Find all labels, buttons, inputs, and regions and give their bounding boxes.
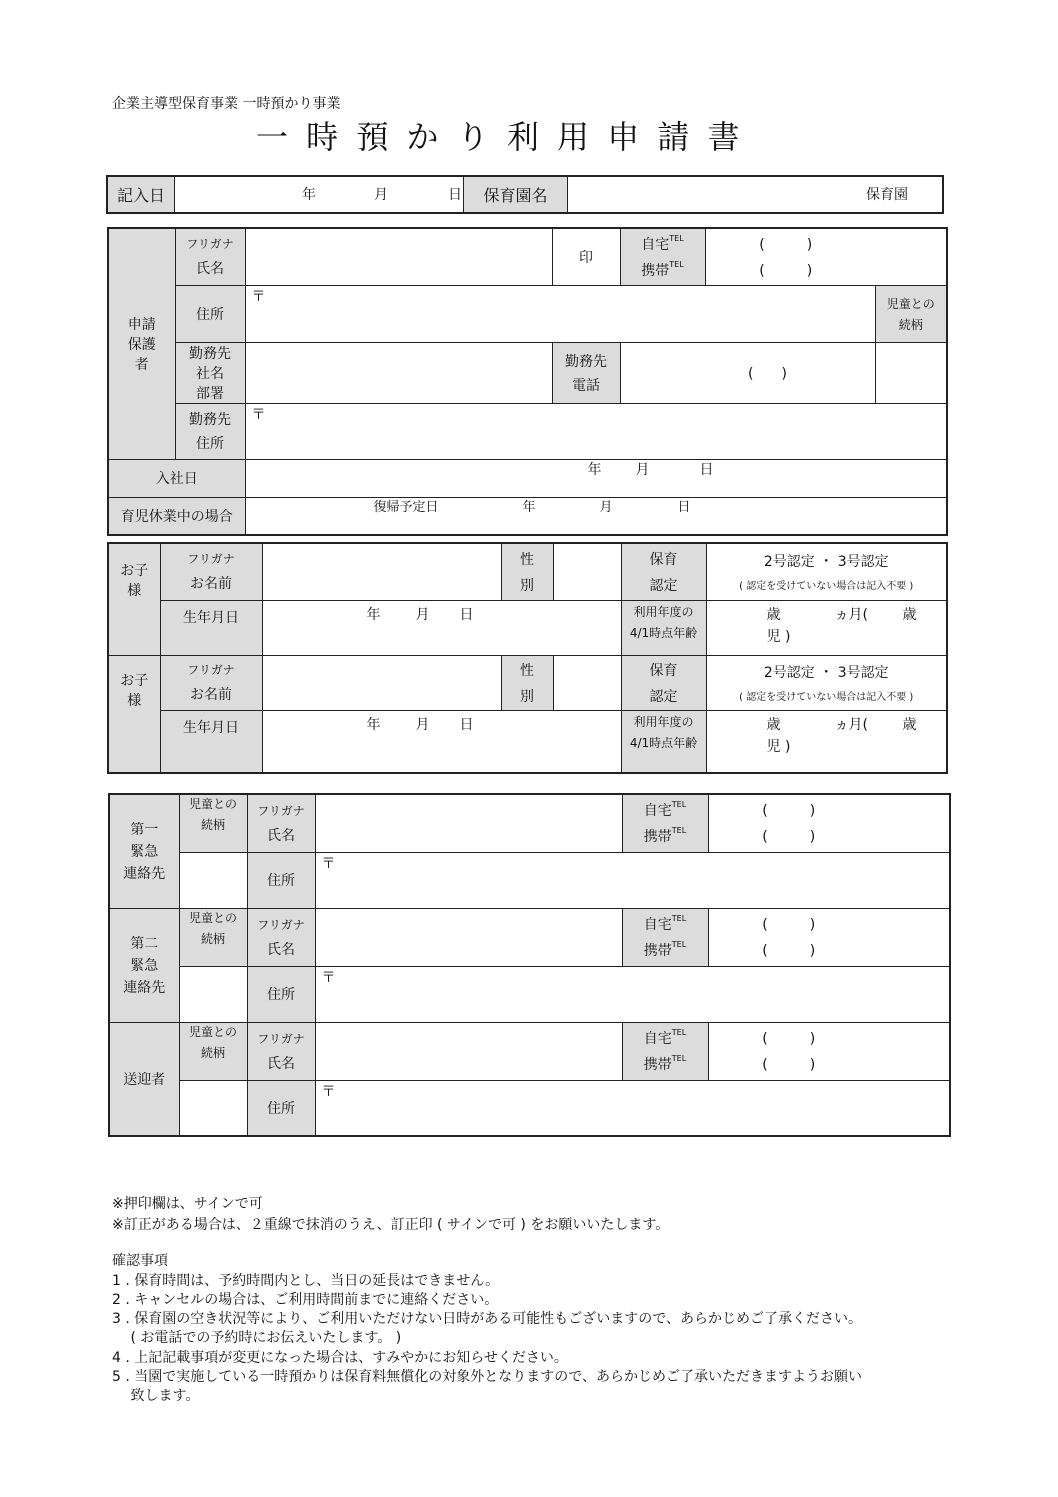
guardian-name-field[interactable] xyxy=(245,228,552,285)
child-1-age-label: 利用年度の 4/1時点年齢 xyxy=(621,600,706,655)
workplace-field[interactable] xyxy=(245,342,552,403)
guardian-address-label: 住所 xyxy=(175,285,245,342)
work-phone-label: 勤務先 電話 xyxy=(552,342,620,403)
confirm-item: ( お電話での予約時にお伝えいたします。 ) xyxy=(112,1330,402,1346)
day-label: 日 xyxy=(448,187,462,203)
pickup-relation-field[interactable] xyxy=(179,1080,247,1136)
contact-2-name-label: フリガナ 氏名 xyxy=(247,908,315,966)
contact-1-address-label: 住所 xyxy=(247,852,315,908)
contact-1-tel-label: 自宅$^{TEL}$ 携帯$^{TEL}$ xyxy=(622,794,708,852)
nursery-suffix: 保育園 xyxy=(866,187,908,203)
pickup-tel-label: 自宅$^{TEL}$ 携帯$^{TEL}$ xyxy=(622,1022,708,1080)
join-date-label: 入社日 xyxy=(108,459,245,497)
child-2-cert-label: 保育 認定 xyxy=(621,655,706,710)
work-address-label: 勤務先 住所 xyxy=(175,403,245,459)
confirm-item: 1 . 保育時間は、予約時間内とし、当日の延長はできません。 xyxy=(112,1273,500,1289)
contact-1-name-label: フリガナ 氏名 xyxy=(247,794,315,852)
child-2-sex-field[interactable] xyxy=(553,655,621,710)
child-2-name-label: フリガナ お名前 xyxy=(160,655,262,710)
join-date-field[interactable]: 年 月 日 xyxy=(245,459,947,497)
contact-2-tel-field[interactable]: ( ) ( ) xyxy=(708,908,950,966)
guardian-tel-label: 自宅$^{TEL}$ 携帯$^{TEL}$ xyxy=(620,228,705,285)
contact-1-tel-field[interactable]: ( ) ( ) xyxy=(708,794,950,852)
leave-label: 育児休業中の場合 xyxy=(108,497,245,535)
confirm-title: 確認事項 xyxy=(112,1253,168,1269)
children-table xyxy=(107,542,948,774)
contact-2-relation-field[interactable] xyxy=(179,966,247,1022)
leave-field[interactable]: 復帰予定日 年 月 日 xyxy=(245,497,947,535)
pickup-address-field[interactable]: 〒 xyxy=(315,1080,950,1136)
program-name: 企業主導型保育事業 一時預かり事業 xyxy=(112,96,341,112)
child-2-birth-field[interactable]: 年 月 日 xyxy=(262,710,621,773)
contacts-table xyxy=(108,793,951,1137)
child-1-age-field[interactable]: 歳 ヵ月( 歳 児 ) xyxy=(706,600,947,655)
pickup-person-label: 送迎者 xyxy=(109,1022,179,1136)
contact-1-relation-label: 児童との 続柄 xyxy=(179,794,247,852)
confirm-item: 3 . 保育園の空き状況等により、ご利用いただけない日時がある可能性もございますので、あらかじめご了承ください。 xyxy=(112,1311,862,1327)
child-2-name-field[interactable] xyxy=(262,655,501,710)
child-2-label: お子 様 xyxy=(108,655,160,773)
pickup-name-label: フリガナ 氏名 xyxy=(247,1022,315,1080)
note-seal: ※押印欄は、サインで可 xyxy=(112,1196,263,1212)
contact-1-label: 第一 緊急 連絡先 xyxy=(109,794,179,908)
entry-row xyxy=(106,175,944,214)
contact-1-relation-field[interactable] xyxy=(179,852,247,908)
child-2-birth-label: 生年月日 xyxy=(160,710,262,773)
guardian-name-label: フリガナ 氏名 xyxy=(175,228,245,285)
contact-2-tel-label: 自宅$^{TEL}$ 携帯$^{TEL}$ xyxy=(622,908,708,966)
contact-2-address-label: 住所 xyxy=(247,966,315,1022)
nursery-label: 保育園名 xyxy=(463,177,568,212)
child-2-age-field[interactable]: 歳 ヵ月( 歳 児 ) xyxy=(706,710,947,773)
guardian-tel-field[interactable]: ( ) ( ) xyxy=(705,228,947,285)
child-2-sex-label: 性 別 xyxy=(501,655,553,710)
relation-label: 児童との 続柄 xyxy=(875,285,947,342)
seal-box[interactable]: 印 xyxy=(552,228,620,285)
year-label: 年 xyxy=(302,187,316,203)
confirm-item: 5 . 当園で実施している一時預かりは保育料無償化の対象外となりますので、あらかじめご了承いただきますようお願い xyxy=(112,1369,862,1385)
child-2-cert-field[interactable]: 2号認定 ・ 3号認定 ( 認定を受けていない場合は記入不要 ) xyxy=(706,655,947,710)
work-address-field[interactable]: 〒 xyxy=(245,403,947,459)
child-1-birth-field[interactable]: 年 月 日 xyxy=(262,600,621,655)
child-2-age-label: 利用年度の 4/1時点年齢 xyxy=(621,710,706,773)
pickup-address-label: 住所 xyxy=(247,1080,315,1136)
child-1-name-field[interactable] xyxy=(262,543,501,600)
child-1-cert-label: 保育 認定 xyxy=(621,543,706,600)
guardian-table xyxy=(107,227,948,536)
contact-2-name-field[interactable] xyxy=(315,908,622,966)
month-label: 月 xyxy=(374,187,388,203)
contact-2-address-field[interactable]: 〒 xyxy=(315,966,950,1022)
guardian-address-field[interactable]: 〒 xyxy=(245,285,875,342)
child-1-name-label: フリガナ お名前 xyxy=(160,543,262,600)
pickup-tel-field[interactable]: ( ) ( ) xyxy=(708,1022,950,1080)
relation-field[interactable] xyxy=(875,342,947,403)
guardian-section-label: 申請 保護 者 xyxy=(108,228,175,459)
child-1-cert-field[interactable]: 2号認定 ・ 3号認定 ( 認定を受けていない場合は記入不要 ) xyxy=(706,543,947,600)
page-title: 一 時 預 か り 利 用 申 請 書 xyxy=(256,118,744,156)
confirm-item: 4 . 上記記載事項が変更になった場合は、すみやかにお知らせください。 xyxy=(112,1350,568,1366)
confirm-item: 致します。 xyxy=(112,1388,200,1404)
work-phone-field[interactable]: ( ) xyxy=(620,342,875,403)
contact-1-name-field[interactable] xyxy=(315,794,622,852)
contact-2-label: 第二 緊急 連絡先 xyxy=(109,908,179,1022)
note-correction: ※訂正がある場合は、２重線で抹消のうえ、訂正印 ( サインで可 ) をお願いいたします。 xyxy=(112,1217,670,1233)
confirm-item: 2 . キャンセルの場合は、ご利用時間前までに連絡ください。 xyxy=(112,1292,499,1308)
contact-1-address-field[interactable]: 〒 xyxy=(315,852,950,908)
workplace-label: 勤務先 社名 部署 xyxy=(175,342,245,403)
entry-date-label: 記入日 xyxy=(108,177,175,212)
child-1-sex-field[interactable] xyxy=(553,543,621,600)
child-1-birth-label: 生年月日 xyxy=(160,600,262,655)
pickup-name-field[interactable] xyxy=(315,1022,622,1080)
contact-2-relation-label: 児童との 続柄 xyxy=(179,908,247,966)
child-1-label: お子 様 xyxy=(108,543,160,655)
child-1-sex-label: 性 別 xyxy=(501,543,553,600)
pickup-relation-label: 児童との 続柄 xyxy=(179,1022,247,1080)
